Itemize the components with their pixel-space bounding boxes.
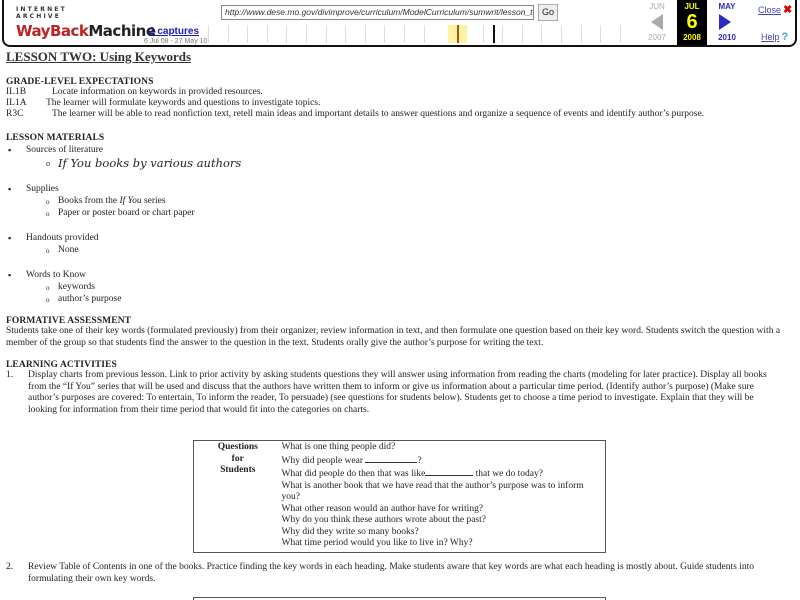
captures-link[interactable]: 2 captures (148, 26, 200, 37)
formative-heading: FORMATIVE ASSESSMENT (6, 316, 132, 326)
list-item: ▪ Supplies o Books from the If You series o Paper or poster board or chart paper (6, 183, 796, 219)
capture-timeline-sparkline[interactable] (208, 25, 628, 45)
question: Why do you think these authors wrote about the past? (281, 515, 486, 525)
gle-item: IL1A The learner will formulate keywords and questions to investigate topics. (6, 98, 321, 108)
lesson-document (6, 49, 796, 416)
activities-heading: LEARNING ACTIVITIES (6, 360, 117, 370)
question: Why did they write so many books? (281, 526, 419, 537)
help-icon[interactable]: ? (781, 31, 789, 43)
materials-list (6, 144, 796, 170)
current-capture: JUL 6 2008 (677, 0, 707, 45)
question: What time period would you like to live in? Why? (281, 538, 473, 548)
question: Why did people wear ? (281, 455, 422, 466)
question: What other reason would an author have for writing? (281, 503, 484, 514)
close-toolbar[interactable] (758, 3, 792, 16)
list-item: o Paper or poster board or chart paper (26, 207, 796, 219)
gle-item: R3C The learner will be able to read nonfiction text, retell main ideas and important details to answer questions and organize a sequence of events and identify author’s purpose. (6, 109, 705, 119)
captures-range: 6 Jul 08 - 27 May 10 (144, 38, 208, 45)
close-link[interactable]: Close (758, 5, 782, 15)
help-link[interactable]: Help (761, 32, 780, 42)
formative-text: Students take one of their key words (formulated previously) from their organizer, review information in text, and then formulate one question based on their key word. Students switch the question with a member of the group so that students find the answer to the question in the text. Students orally give the author’s purpose for writing the text. (6, 326, 781, 348)
capture-marker-2010[interactable] (493, 25, 495, 43)
arrow-left-icon (651, 14, 663, 30)
question: What is another book that we have read that the author’s purpose was to inform you? (281, 480, 584, 502)
list-item: ▪ Words to Know o keywords o author’s purpose (6, 269, 796, 305)
list-item: o If You books by various authors (26, 156, 796, 170)
go-button[interactable]: Go (538, 4, 558, 21)
materials-heading: LESSON MATERIALS (6, 133, 105, 143)
internet-archive-label: INTERNET ARCHIVE (16, 6, 67, 20)
next-capture[interactable]: MAY 2010 (718, 2, 736, 42)
questions-label: Questions for Students (217, 442, 258, 475)
gle-item: IL1B Locate information on keywords in provided resources. (6, 87, 263, 97)
previous-capture: JUN 2007 (648, 2, 666, 42)
page-title: LESSON TWO: Using Keywords (6, 49, 192, 64)
gle-heading: GRADE-LEVEL EXPECTATIONS (6, 77, 154, 87)
question: What is one thing people did? (281, 442, 396, 452)
questions-table (193, 440, 606, 553)
capture-date-navigator (639, 0, 749, 45)
activity-item: 2. Review Table of Contents in one of the books. Practice finding the key words in each heading. Make students aware that key words are what each heading is mostly about. Guide students into formulating their own key words. (6, 562, 754, 584)
list-item: o author’s purpose (26, 293, 796, 305)
wayback-machine-wordmark: WayBackMachine (16, 22, 156, 40)
url-input[interactable]: http://www.dese.mo.gov/divimprove/curriculum/ModelCurriculum/sumwrit/lesson_t (221, 5, 534, 20)
list-item: o None (26, 244, 796, 256)
capture-marker-2008[interactable] (457, 25, 459, 43)
wayback-toolbar (2, 0, 797, 47)
captures-info (144, 26, 208, 45)
list-item: o keywords (26, 281, 796, 293)
arrow-right-icon[interactable] (719, 14, 731, 30)
wayback-logo[interactable] (16, 6, 156, 40)
questions-list (282, 441, 606, 553)
list-item: o Books from the If You series (26, 195, 796, 207)
question: What did people do then that was like that we do today? (281, 469, 543, 479)
close-icon[interactable]: ✖ (783, 4, 793, 16)
help[interactable] (761, 31, 788, 43)
list-item: ▪ Sources of literature o If You books by various authors (6, 144, 796, 170)
activity-item: 1. Display charts from previous lesson. Link to prior activity by asking students questions they will answer using information from reading the charts (modeling for later practice). Display all books from the “If You” series that will be used and discuss that the authors have written them to inform or give us information about a particular time period. (Identify author’s purpose) (Make sure author’s purposes are covered: To entertain, To inform the reader, To persuade) (see questions for students below). Students get to choose a time period to investigate. Explain that they will be looking for information from their time period that would fit into the categories on charts. (6, 370, 767, 415)
list-item: ▪ Handouts provided o None (6, 232, 796, 256)
